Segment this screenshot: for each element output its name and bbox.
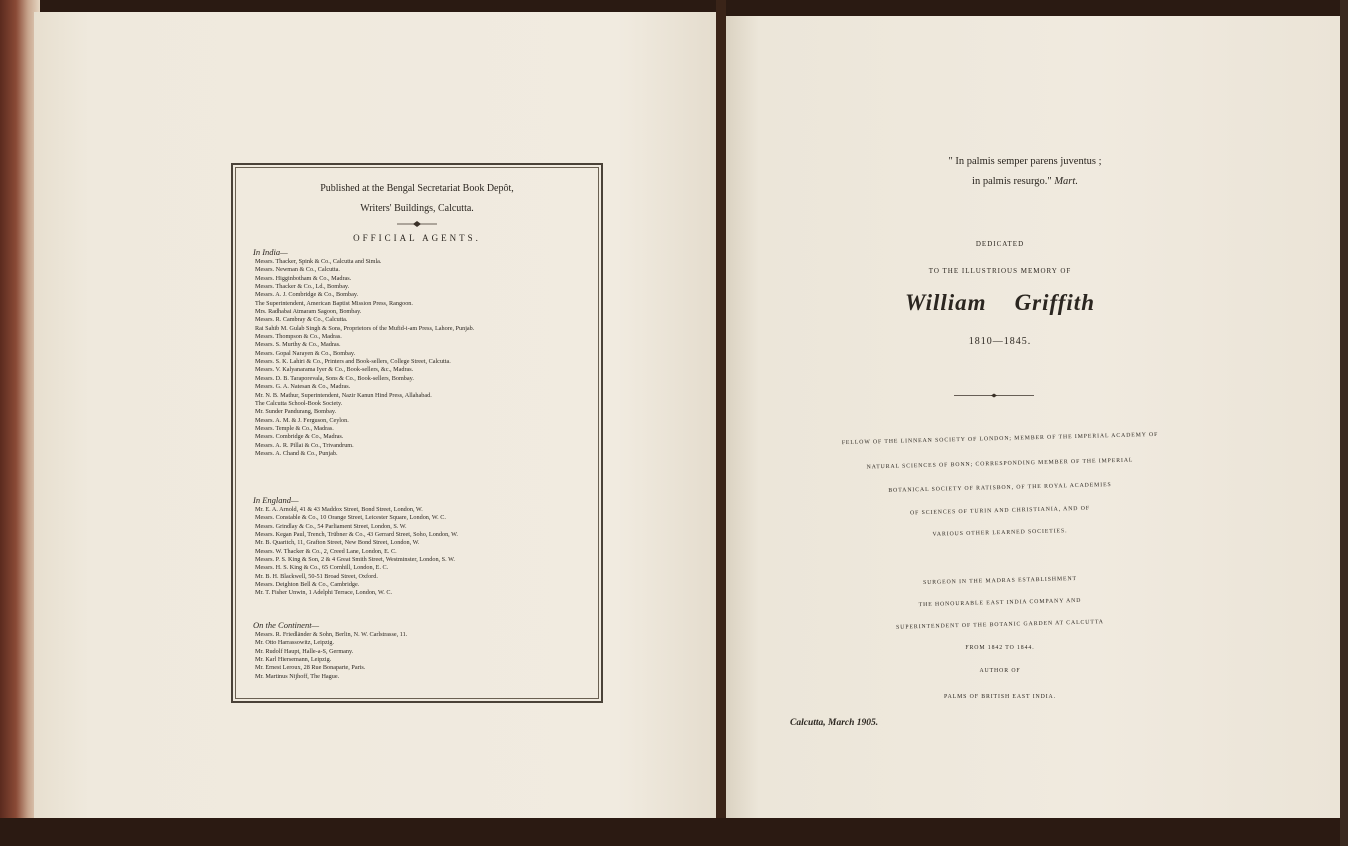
agents-india-section <box>255 247 593 458</box>
right-page <box>722 16 1340 822</box>
career-line: AUTHOR OF <box>979 668 1021 674</box>
agent-list-item: Messrs. Newman & Co., Calcutta. <box>255 266 340 274</box>
honoree-name <box>860 290 1140 316</box>
book-right-edge <box>1340 0 1348 846</box>
honoree-first-name: William <box>905 290 987 315</box>
agent-list-item: Messrs. Kegan Paul, Trench, Trübner & Co., 43 Gerrard Street, Soho, London, W. <box>255 531 458 539</box>
england-heading: In England— <box>253 495 299 505</box>
quote-line-1: " In palmis semper parens juventus ; <box>948 156 1102 167</box>
epigraph-quote <box>900 152 1150 192</box>
memory-line: TO THE ILLUSTRIOUS MEMORY OF <box>928 267 1072 275</box>
fellow-line: NATURAL SCIENCES OF BONN; CORRESPONDING MEMBER OF THE IMPERIAL <box>866 457 1134 471</box>
honoree-last-name: Griffith <box>1014 290 1095 315</box>
place-and-date: Calcutta, March 1905. <box>790 718 879 728</box>
fellow-line: OF SCIENCES OF TURIN AND CHRISTIANIA, AND OF <box>909 505 1091 517</box>
agent-list-item: Mr. T. Fisher Unwin, 1 Adelphi Terrace, London, W. C. <box>255 589 393 597</box>
agent-list-item: Messrs. Thacker, Spink & Co., Calcutta and Simla. <box>255 258 382 265</box>
continent-heading: On the Continent— <box>253 620 320 630</box>
agent-list-item: Mr. Otto Harrassowitz, Leipzig. <box>255 639 335 647</box>
continent-agent-list <box>255 631 593 681</box>
agent-list-item: Rai Sahib M. Gulab Singh & Sons, Proprietors of the Mufid-i-am Press, Lahore, Punjab. <box>255 324 475 332</box>
agent-list-item: The Superintendent, American Baptist Mission Press, Rangoon. <box>255 299 413 307</box>
quote-author: Mart. <box>1054 176 1078 187</box>
agent-list-item: Messrs. Gopal Narayen & Co., Bombay. <box>255 349 356 357</box>
england-agent-list <box>255 506 593 598</box>
agent-list-item: Messrs. D. B. Taraporevala, Sons & Co., Book-sellers, Bombay. <box>255 374 414 382</box>
agent-list-item: Messrs. Constable & Co., 10 Orange Street, Leicester Square, London, W. C. <box>255 514 446 522</box>
agents-england-section <box>255 495 593 598</box>
agent-list-item: Messrs. P. S. King & Son, 2 & 4 Great Smith Street, Westminster, London, S. W. <box>255 556 455 564</box>
career-line: SURGEON IN THE MADRAS ESTABLISHMENT <box>922 575 1078 587</box>
publisher-address: Writers' Buildings, Calcutta. <box>360 203 474 214</box>
career-line: THE HONOURABLE EAST INDIA COMPANY AND <box>918 597 1082 609</box>
book-bottom-edge <box>0 818 1348 846</box>
fellow-line: BOTANICAL SOCIETY OF RATISBON, OF THE ROYAL ACADEMIES <box>888 482 1112 494</box>
agent-list-item: Messrs. Thacker & Co., Ld., Bombay. <box>255 283 350 291</box>
agent-list-item: Messrs. W. Thacker & Co., 2, Creed Lane, London, E. C. <box>255 547 397 555</box>
india-agent-list <box>255 258 593 458</box>
agent-list-item: Messrs. Grindlay & Co., 54 Parliament Street, London, S. W. <box>255 522 407 530</box>
agent-list-item: Mr. N. B. Mathur, Superintendent, Nazir Kanun Hind Press, Allahabad. <box>255 391 432 399</box>
agent-list-item: Messrs. R. Friedländer & Sohn, Berlin, N. W. Carlstrasse, 11. <box>255 631 408 638</box>
divider-ornament-icon <box>954 393 1034 398</box>
agent-list-item: Mr. E. A. Arnold, 41 & 43 Maddox Street, Bond Street, London, W. <box>255 506 423 513</box>
publisher-line: Published at the Bengal Secretariat Book Depôt, <box>320 183 514 194</box>
agent-list-item: Messrs. A. J. Combridge & Co., Bombay. <box>255 291 359 299</box>
agent-list-item: Messrs. H. S. King & Co., 65 Cornhill, London, E. C. <box>255 564 389 572</box>
official-agents-heading: OFFICIAL AGENTS. <box>353 233 481 243</box>
fellow-line: FELLOW OF THE LINNEAN SOCIETY OF LONDON; MEMBER OF THE IMPERIAL ACADEMY OF <box>841 431 1159 447</box>
agent-list-item: Mrs. Radhabai Atmaram Sagoon, Bombay. <box>255 308 362 316</box>
agent-list-item: Mr. B. H. Blackwell, 50-51 Broad Street, Oxford. <box>255 572 378 580</box>
agent-list-item: Mr. Sunder Pandurang, Bombay. <box>255 408 337 416</box>
agent-list-item: Mr. Rudolf Haupt, Halle-a-S, Germany. <box>255 647 354 655</box>
agent-list-item: The Calcutta School-Book Society. <box>255 399 343 407</box>
agent-list-item: Messrs. A. R. Pillai & Co., Trivandrum. <box>255 441 354 449</box>
agent-list-item: Messrs. S. K. Lahiri & Co., Printers and Book-sellers, College Street, Calcutta. <box>255 358 451 366</box>
agent-list-item: Mr. Martinus Nijhoff, The Hague. <box>255 672 340 680</box>
agents-continent-section <box>255 620 593 681</box>
agent-list-item: Messrs. V. Kalyanarama Iyer & Co., Book-sellers, &c., Madras. <box>255 366 414 374</box>
agent-list-item: Mr. B. Quaritch, 11, Grafton Street, New Bond Street, London, W. <box>255 539 420 547</box>
official-agents-box <box>231 163 603 703</box>
career-line: FROM 1842 TO 1844. <box>965 645 1035 651</box>
agent-list-item: Messrs. Deighton Bell & Co., Cambridge. <box>255 581 360 589</box>
book-gutter <box>716 0 726 846</box>
agent-list-item: Mr. Ernest Leroux, 28 Rue Bonaparte, Paris. <box>255 664 366 672</box>
agent-list-item: Messrs. A. Chand & Co., Punjab. <box>255 449 338 457</box>
quote-line-2 <box>900 172 1150 192</box>
fellow-line: VARIOUS OTHER LEARNED SOCIETIES. <box>932 528 1068 538</box>
career-line: SUPERINTENDENT OF THE BOTANIC GARDEN AT CALCUTTA <box>896 619 1104 631</box>
quote-line-2-text: in palmis resurgo." <box>972 176 1052 187</box>
agent-list-item: Messrs. S. Murthy & Co., Madras. <box>255 341 341 349</box>
agent-list-item: Messrs. R. Cambray & Co., Calcutta. <box>255 316 348 324</box>
india-heading: In India— <box>253 247 288 257</box>
divider-ornament-icon <box>397 221 437 227</box>
agent-list-item: Messrs. Combridge & Co., Madras. <box>255 433 344 441</box>
agent-list-item: Messrs. Temple & Co., Madras. <box>255 424 334 432</box>
agent-list-item: Messrs. Higginbotham & Co., Madras. <box>255 274 352 282</box>
agent-list-item: Messrs. G. A. Natesan & Co., Madras. <box>255 383 351 391</box>
agent-list-item: Messrs. Thompson & Co., Madras. <box>255 333 342 341</box>
dedicated-label: DEDICATED <box>975 240 1025 248</box>
career-line: PALMS OF BRITISH EAST INDIA. <box>943 694 1056 700</box>
agent-list-item: Mr. Karl Hiersemann, Leipzig. <box>255 656 332 664</box>
honoree-years: 1810—1845. <box>968 336 1032 347</box>
agent-list-item: Messrs. A. M. & J. Ferguson, Ceylon. <box>255 416 349 424</box>
